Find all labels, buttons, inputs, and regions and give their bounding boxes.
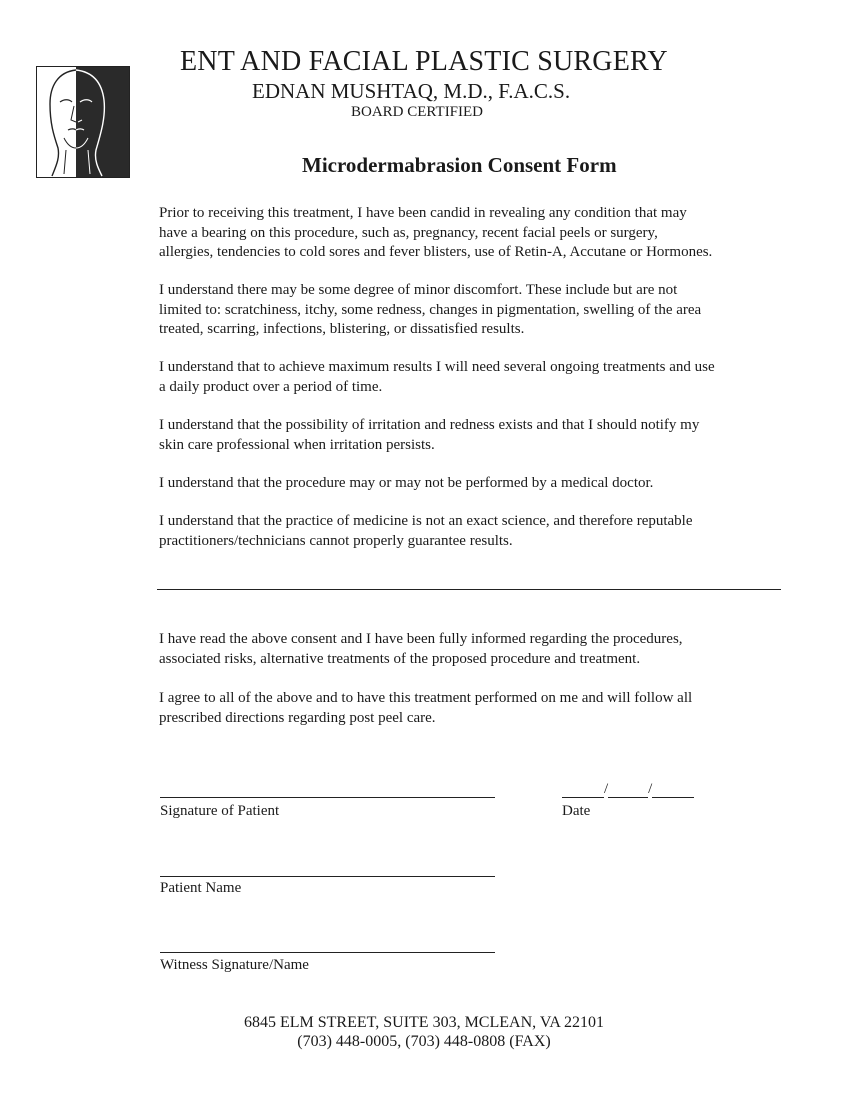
witness-signature-line[interactable]: [160, 952, 495, 953]
patient-signature-line[interactable]: [160, 797, 495, 798]
paragraph-treatments: [159, 358, 799, 397]
patient-name-line[interactable]: [160, 876, 495, 877]
date-separator: /: [604, 781, 609, 797]
paragraph-line: allergies, tendencies to cold sores and fever blisters, use of Retin-A, Accutane or Hormones.: [159, 244, 713, 260]
paragraph-line: I agree to all of the above and to have this treatment performed on me and will follow all: [159, 690, 693, 706]
paragraph-no-guarantee: [159, 512, 799, 551]
paragraph-line: prescribed directions regarding post peel care.: [159, 709, 436, 726]
paragraph-informed: [159, 630, 799, 669]
paragraph-disclosure: [159, 204, 799, 263]
footer-phone: (703) 448-0005, (703) 448-0808 (FAX): [297, 1033, 551, 1050]
board-certified-label: BOARD CERTIFIED: [351, 104, 484, 120]
date-separator: /: [648, 781, 653, 797]
paragraph-line: have a bearing on this procedure, such as, pregnancy, recent facial peels or surgery,: [159, 224, 658, 241]
paragraph-line: Prior to receiving this treatment, I have been candid in revealing any condition that may: [159, 205, 687, 221]
paragraph-line: I understand that the possibility of irritation and redness exists and that I should notify my: [159, 417, 700, 433]
paragraph-line: I have read the above consent and I have been fully informed regarding the procedures,: [159, 631, 683, 647]
witness-signature-label: Witness Signature/Name: [160, 957, 309, 973]
paragraph-line: associated risks, alternative treatments of the proposed procedure and treatment.: [159, 650, 641, 667]
form-title: Microdermabrasion Consent Form: [302, 153, 617, 177]
date-day-blank[interactable]: [608, 783, 648, 798]
patient-signature-label: Signature of Patient: [160, 803, 280, 819]
paragraph-line: I understand that the practice of medicine is not an exact science, and therefore reputable: [159, 513, 693, 529]
face-logo-icon: [36, 66, 130, 178]
doctor-name: EDNAN MUSHTAQ, M.D., F.A.C.S.: [252, 79, 571, 103]
paragraph-line: limited to: scratchiness, itchy, some redness, changes in pigmentation, swelling of the area: [159, 301, 702, 318]
paragraph-line: a daily product over a period of time.: [159, 378, 383, 395]
paragraph-irritation: [159, 416, 799, 455]
date-year-blank[interactable]: [652, 783, 694, 798]
paragraph-line: I understand that to achieve maximum results I will need several ongoing treatments and use: [159, 359, 715, 375]
section-divider: [157, 589, 781, 590]
date-month-blank[interactable]: [562, 783, 604, 798]
paragraph-line: I understand there may be some degree of minor discomfort. These include but are not: [159, 282, 678, 298]
paragraph-line: practitioners/technicians cannot properly guarantee results.: [159, 532, 513, 549]
paragraph-medical-doctor: [159, 474, 799, 494]
paragraph-line: skin care professional when irritation persists.: [159, 436, 435, 453]
date-field[interactable]: [562, 781, 694, 798]
paragraph-line: treated, scarring, infections, blistering, or dissatisfied results.: [159, 321, 525, 337]
paragraph-agreement: [159, 689, 799, 728]
paragraph-line: I understand that the procedure may or may not be performed by a medical doctor.: [159, 475, 654, 491]
paragraph-discomfort: [159, 281, 799, 340]
practice-name: ENT AND FACIAL PLASTIC SURGERY: [180, 46, 668, 77]
date-label: Date: [562, 803, 591, 819]
footer-address: 6845 ELM STREET, SUITE 303, MCLEAN, VA 22101: [243, 1014, 604, 1031]
patient-name-label: Patient Name: [160, 880, 242, 896]
practice-logo: [36, 66, 130, 178]
